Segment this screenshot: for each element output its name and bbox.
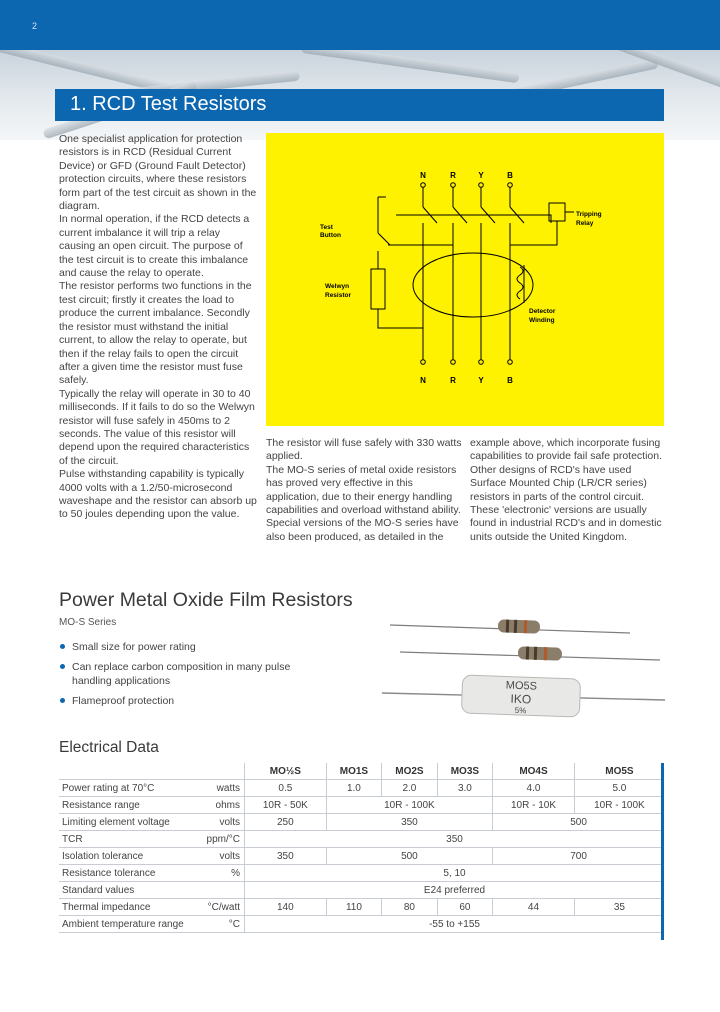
paragraph: example above, which incorporate fusing capabilities to provide fail safe protection.	[470, 437, 663, 463]
detector-winding-label-line1: Detector	[529, 308, 556, 315]
row-unit: °C/watt	[187, 899, 245, 916]
table-row	[59, 848, 664, 865]
page-number: 2	[32, 21, 38, 31]
feature-list	[59, 640, 329, 714]
table-row	[59, 797, 664, 814]
resistor-marking-tolerance: 5%	[514, 705, 527, 716]
row-unit: %	[187, 865, 245, 882]
top-banner	[0, 0, 720, 50]
table-row	[59, 831, 664, 848]
table-row	[59, 814, 664, 831]
table-accent-edge	[661, 763, 664, 940]
column-header: MO4S	[493, 763, 575, 780]
diagram-top-label-b: B	[507, 171, 513, 180]
row-label: Standard values	[59, 882, 187, 899]
table-row	[59, 882, 664, 899]
electrical-data-title: Electrical Data	[59, 739, 159, 756]
paragraph: These 'electronic' versions are usually found in industrial RCD's and in domestic units outside the United Kingdom.	[470, 504, 662, 543]
table-row	[59, 899, 664, 916]
table-cell: 5, 10	[245, 865, 665, 882]
list-item: Can replace carbon composition in many pulse handling applications	[59, 660, 329, 688]
row-unit: ppm/°C	[187, 831, 245, 848]
table-row	[59, 916, 664, 933]
column-header: MO5S	[574, 763, 664, 780]
table-cell: 700	[493, 848, 664, 865]
column-header: MO2S	[382, 763, 437, 780]
table-cell: 10R - 10K	[493, 797, 575, 814]
intro-column-2	[266, 437, 462, 544]
diagram-bottom-label-r: R	[450, 376, 456, 385]
product-title: Power Metal Oxide Film Resistors	[59, 589, 353, 611]
row-label: Ambient temperature range	[59, 916, 187, 933]
table-cell: 350	[326, 814, 492, 831]
table-cell: 80	[382, 899, 437, 916]
diagram-bottom-label-y: Y	[478, 376, 484, 385]
paragraph: Pulse withstanding capability is typically 4000 volts with a 1.2/50-microsecond waveshape and the resistor can absorb up to 50 joules depending upon the value.	[59, 468, 257, 521]
row-unit: °C	[187, 916, 245, 933]
intro-column-1	[59, 133, 257, 522]
tripping-relay-label-line1: Tripping	[576, 211, 602, 218]
table-cell: E24 preferred	[245, 882, 665, 899]
list-item: Flameproof protection	[59, 694, 329, 708]
table-cell: 110	[326, 899, 381, 916]
table-cell: 2.0	[382, 780, 437, 797]
table-cell: 350	[245, 848, 327, 865]
table-cell: 500	[493, 814, 664, 831]
table-cell: 35	[574, 899, 664, 916]
row-unit: volts	[187, 848, 245, 865]
diagram-bottom-label-b: B	[507, 376, 513, 385]
table-cell: 10R - 50K	[245, 797, 327, 814]
row-label: Power rating at 70°C	[59, 780, 187, 797]
table-cell: 350	[245, 831, 665, 848]
table-row	[59, 865, 664, 882]
row-label: Thermal impedance	[59, 899, 187, 916]
product-series: MO-S Series	[59, 617, 117, 628]
table-cell: 1.0	[326, 780, 381, 797]
table-cell: 140	[245, 899, 327, 916]
row-label: TCR	[59, 831, 187, 848]
diagram-top-label-r: R	[450, 171, 456, 180]
welwyn-resistor-label-line1: Welwyn	[325, 283, 350, 290]
row-label: Resistance range	[59, 797, 187, 814]
paragraph: The resistor performs two functions in the test circuit; firstly it creates the load to produce the current imbalance. Secondly the resistor must withstand the initial current, to allow the relay to operate, but then if the relay fails to open the circuit after a given time the resistor must fuse safely.	[59, 280, 252, 387]
resistor-product-image	[380, 607, 670, 727]
intro-column-3	[470, 437, 664, 544]
table-cell: 3.0	[437, 780, 492, 797]
table-cell: 44	[493, 899, 575, 916]
row-label: Isolation tolerance	[59, 848, 187, 865]
row-label: Resistance tolerance	[59, 865, 187, 882]
diagram-top-label-n: N	[420, 171, 426, 180]
row-unit	[187, 882, 245, 899]
tripping-relay-label-line2: Relay	[576, 220, 594, 227]
table-cell: 10R - 100K	[574, 797, 664, 814]
column-header: MO3S	[437, 763, 492, 780]
paragraph: The resistor will fuse safely with 330 watts applied.	[266, 437, 462, 463]
table-cell: 10R - 100K	[326, 797, 492, 814]
paragraph: The MO-S series of metal oxide resistors has proved very effective in this application, due to their energy handling capabilities and overload withstand ability. Special versions of the MO-S series have also been produced, as detailed in the	[266, 463, 461, 543]
table-cell: 500	[326, 848, 492, 865]
paragraph: Other designs of RCD's have used Surface Mounted Chip (LR/CR series) resistors in parts of the control circuit.	[470, 463, 647, 503]
table-header-blank	[59, 763, 245, 780]
test-button-label-line1: Test	[320, 224, 333, 231]
resistor-marking-value: IKO	[510, 691, 532, 707]
detector-winding-label-line2: Winding	[529, 317, 555, 324]
paragraph: Typically the relay will operate in 30 to 40 milliseconds. If it fails to do so the Welwyn resistor will fuse safely in 450ms to 2 seconds. The value of this resistor will depend upon the required characteristics of the circuit.	[59, 387, 255, 467]
table-cell: 4.0	[493, 780, 575, 797]
row-unit: volts	[187, 814, 245, 831]
row-unit: watts	[187, 780, 245, 797]
test-button-label-line2: Button	[320, 232, 341, 239]
rcd-circuit-diagram	[266, 133, 664, 426]
row-unit: ohms	[187, 797, 245, 814]
table-cell: 0.5	[245, 780, 327, 797]
table-row	[59, 780, 664, 797]
paragraph: In normal operation, if the RCD detects a current imbalance it will trip a relay causing an open circuit. The purpose of the test circuit is to create this imbalance and cause the relay to operate.	[59, 213, 250, 280]
welwyn-resistor-label-line2: Resistor	[325, 292, 352, 299]
resistor-marking-model: MO5S	[505, 679, 538, 693]
section-title-bar	[55, 89, 664, 121]
row-label: Limiting element voltage	[59, 814, 187, 831]
table-cell: 250	[245, 814, 327, 831]
page-title: 1. RCD Test Resistors	[70, 93, 267, 115]
table-cell: 60	[437, 899, 492, 916]
electrical-data-table	[59, 763, 664, 933]
table-body	[59, 780, 664, 933]
list-item: Small size for power rating	[59, 640, 329, 654]
diagram-top-label-y: Y	[478, 171, 484, 180]
diagram-bottom-label-n: N	[420, 376, 426, 385]
table-cell: -55 to +155	[245, 916, 665, 933]
table-cell: 5.0	[574, 780, 664, 797]
column-header: MO1S	[326, 763, 381, 780]
column-header: MO½S	[245, 763, 327, 780]
paragraph: One specialist application for protection resistors is in RCD (Residual Current Device) or GFD (Ground Fault Detector) protection circuits, where these resistors form part of the test circuit as shown in the diagram.	[59, 133, 257, 213]
